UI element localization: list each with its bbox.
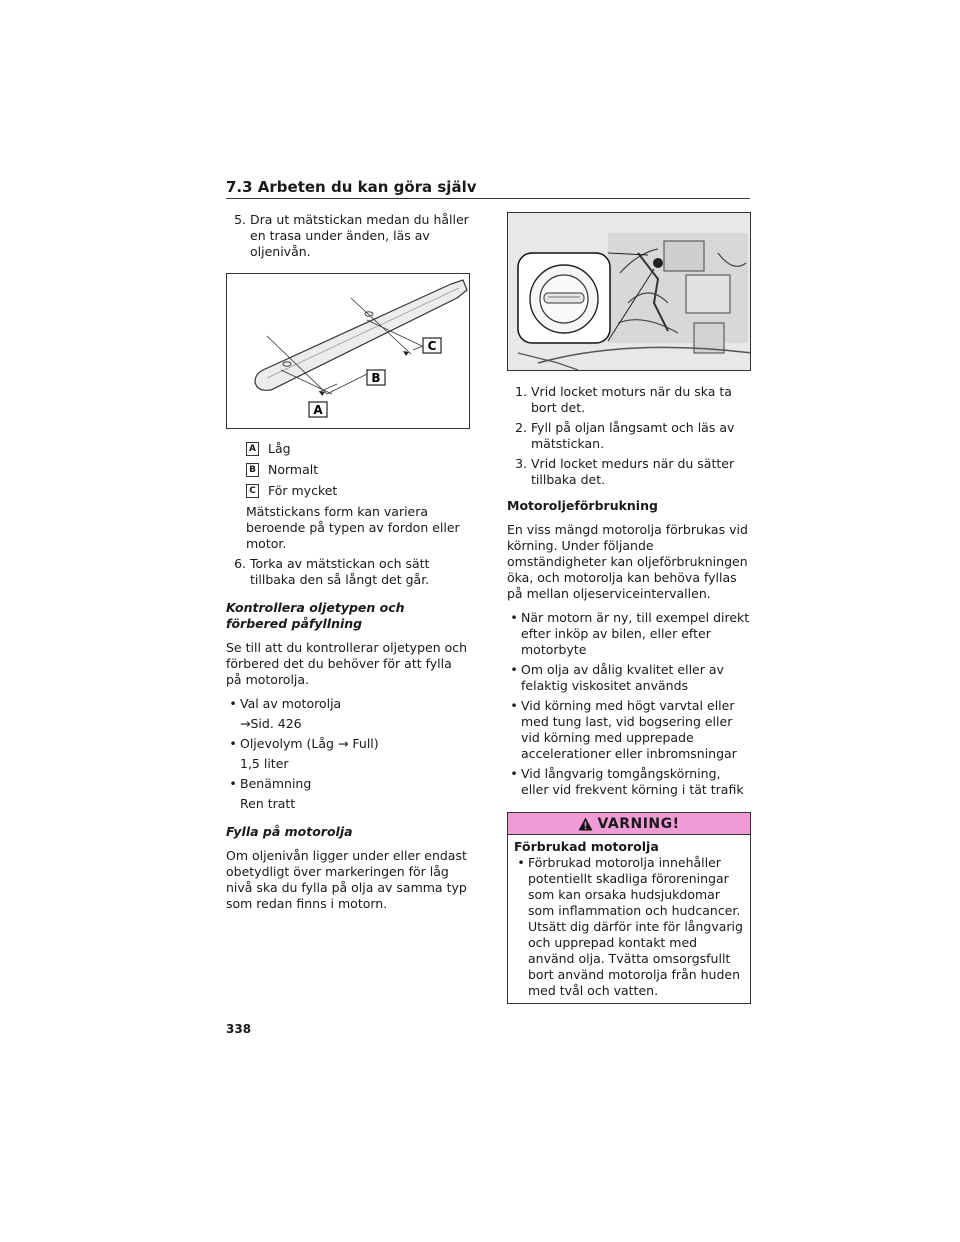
warning-header: [508, 813, 750, 835]
list-item: • När motorn är ny, till exempel direkt efter inköp av bilen, eller efter motorbyte: [510, 610, 750, 657]
step-number: 2.: [515, 420, 527, 435]
list-item-text: Vid körning med högt varvtal eller med tung last, vid bogsering eller vid körning med upprepade accelerationer eller inbromsningar: [521, 698, 737, 761]
step-number: 1.: [515, 384, 527, 399]
list-item-label: Val av motorolja: [240, 696, 342, 711]
dipstick-figure: [226, 273, 470, 429]
step-text: Vrid locket moturs när du ska ta bort det.: [531, 384, 732, 415]
list-item-value: 1,5 liter: [240, 756, 289, 771]
list-item-text: Vid långvarig tomgångskörning, eller vid frekvent körning i tät trafik: [521, 766, 744, 797]
legend-text: Normalt: [268, 462, 319, 477]
right-step-2: [507, 420, 751, 452]
right-column: [507, 212, 751, 1004]
step-6: [226, 556, 470, 588]
step-text: Torka av mätstickan och sätt tillbaka den så långt det går.: [250, 556, 430, 587]
legend-key: B: [246, 463, 259, 477]
list-item-text: När motorn är ny, till exempel direkt efter inköp av bilen, eller efter motorbyte: [521, 610, 750, 657]
legend-item-a: [246, 441, 470, 457]
right-step-1: [507, 384, 751, 416]
warning-body: [508, 835, 750, 1003]
list-item: • Om olja av dålig kvalitet eller av felaktig viskositet används: [507, 662, 751, 694]
dipstick-illustration: [227, 274, 470, 428]
step-number: 5.: [234, 212, 246, 227]
step-number: 6.: [234, 556, 246, 571]
legend-key: A: [246, 442, 259, 456]
warning-box: [507, 812, 751, 1004]
step-number: 3.: [515, 456, 527, 471]
figure-label-a: A: [313, 403, 323, 417]
list-item: • Benämning: [226, 776, 470, 792]
section-title: 7.3 Arbeten du kan göra själv: [226, 178, 477, 196]
list-item-label: Oljevolym (Låg → Full): [240, 736, 379, 751]
fill-text: Om oljenivån ligger under eller endast obetydligt över markeringen för låg nivå ska du fylla på olja av samma typ som redan finns i motorn.: [226, 848, 467, 911]
dipstick-note: Mätstickans form kan variera beroende på typen av fordon eller motor.: [246, 504, 460, 551]
legend-item-c: [246, 483, 470, 499]
warning-icon: [578, 817, 593, 831]
warning-subtitle: Förbrukad motorolja: [514, 839, 659, 854]
right-step-3: [507, 456, 751, 488]
legend-item-b: [246, 462, 470, 478]
warning-text: Förbrukad motorolja innehåller potentiellt skadliga föroreningar som kan orsaka hudsjukdomar som inflammation och hudcancer. Utsätt dig därför inte för långvarig och upprepad kontakt med använd olja. Tvätta omsorgsfullt bort använd motorolja från huden med tvål och vatten.: [528, 855, 743, 998]
engine-bay-illustration: [508, 213, 751, 370]
list-item-value[interactable]: →Sid. 426: [240, 716, 302, 731]
list-item: • Oljevolym (Låg → Full): [226, 736, 470, 752]
list-item-text: Om olja av dålig kvalitet eller av felaktig viskositet används: [521, 662, 724, 693]
step-text: Dra ut mätstickan medan du håller en trasa under änden, läs av oljenivån.: [250, 212, 469, 259]
legend: [226, 441, 470, 552]
list-item: • Vid körning med högt varvtal eller med tung last, vid bogsering eller vid körning med upprepade accelerationer eller inbromsningar: [507, 698, 751, 762]
figure-label-c: C: [427, 339, 437, 353]
left-column: [226, 212, 470, 912]
fill-heading: Fylla på motorolja: [226, 824, 353, 839]
consumption-text: En viss mängd motorolja förbrukas vid körning. Under följande omständigheter kan oljeförbrukningen öka, och motorolja kan behöva fyllas på mellan oljeserviceintervallen.: [507, 522, 748, 601]
title-divider: [226, 198, 750, 199]
step-5: [226, 212, 470, 260]
oil-cap-figure: [507, 212, 751, 371]
check-text: Se till att du kontrollerar oljetypen och förbered det du behöver för att fylla på motorolja.: [226, 640, 468, 687]
legend-key: C: [246, 484, 259, 498]
figure-label-b: B: [371, 371, 381, 385]
legend-text: Låg: [268, 441, 291, 456]
legend-text: För mycket: [268, 483, 338, 498]
check-heading: Kontrollera oljetypen och förbered påfyllning: [226, 600, 405, 631]
warning-item: • Förbrukad motorolja innehåller potentiellt skadliga föroreningar som kan orsaka hudsjukdomar som inflammation och hudcancer. Utsätt dig därför inte för långvarig och upprepad kontakt med använd olja. Tvätta omsorgsfullt bort använd motorolja från huden med tvål och vatten.: [517, 855, 743, 998]
list-item: • Val av motorolja: [226, 696, 470, 712]
warning-title: VARNING!: [597, 815, 680, 832]
list-item-label: Benämning: [240, 776, 312, 791]
step-text: Fyll på oljan långsamt och läs av mätstickan.: [531, 420, 735, 451]
list-item: • Vid långvarig tomgångskörning, eller vid frekvent körning i tät trafik: [507, 766, 751, 798]
page-number: 338: [226, 1022, 252, 1036]
list-item-value: Ren tratt: [240, 796, 296, 811]
step-text: Vrid locket medurs när du sätter tillbaka det.: [531, 456, 735, 487]
consumption-heading: Motoroljeförbrukning: [507, 498, 658, 513]
